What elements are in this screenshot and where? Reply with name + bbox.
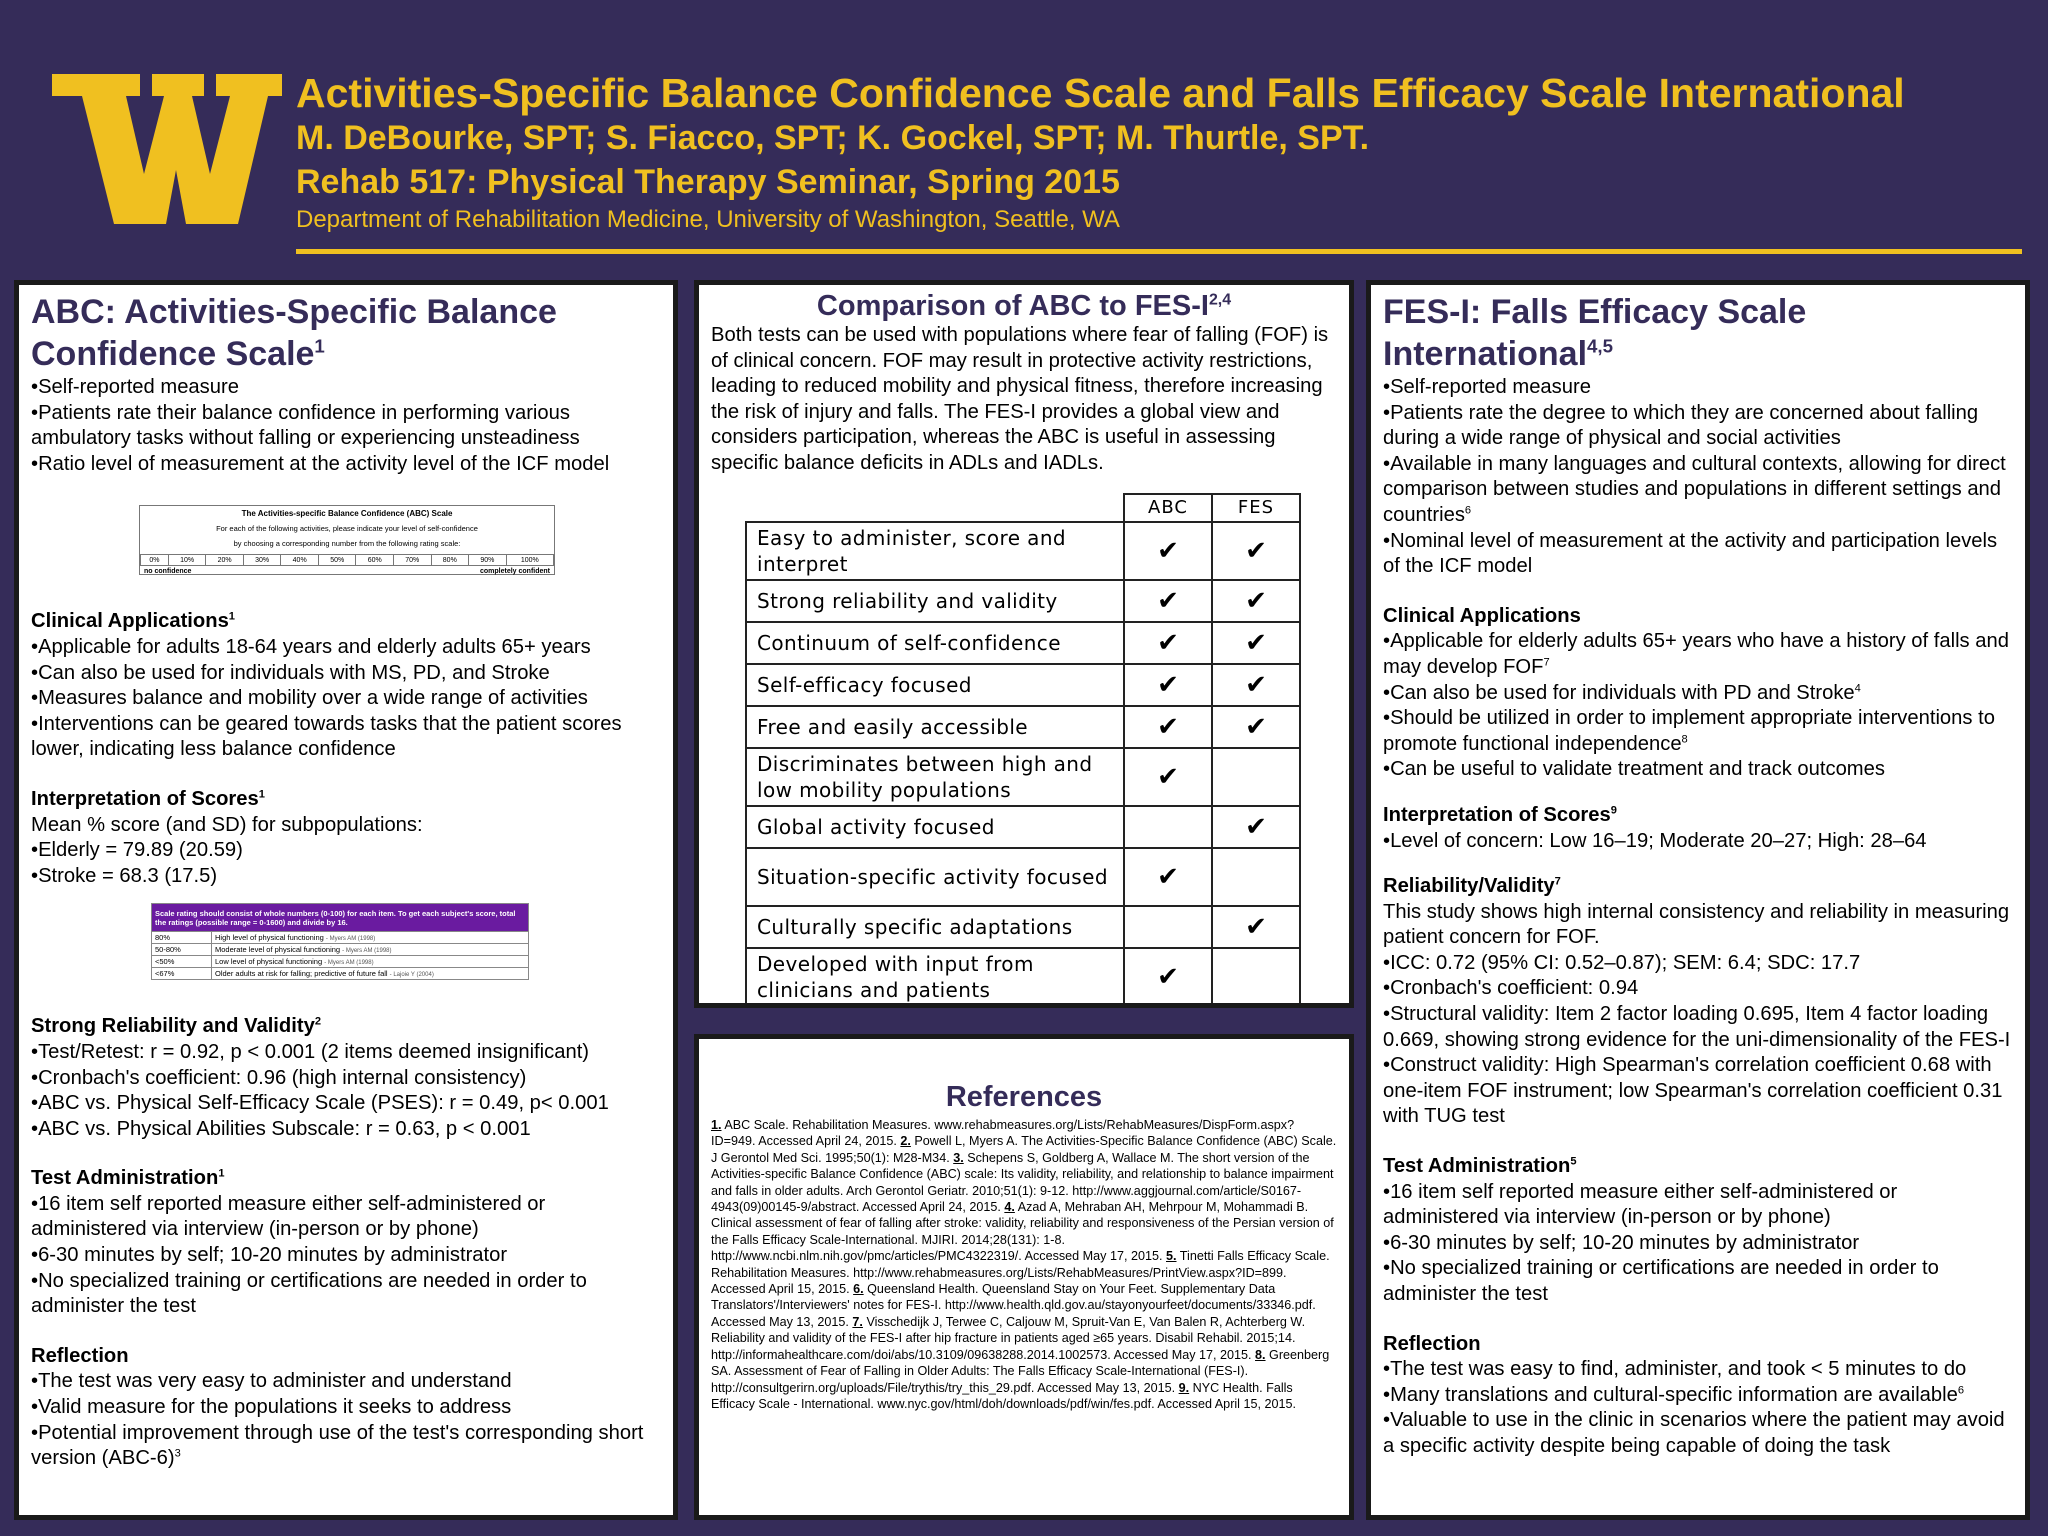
check-cell-abc	[1124, 906, 1212, 948]
fes-clinical-heading: Clinical Applications	[1383, 604, 1581, 627]
interp-row: 50-80% Moderate level of physical functioning - Myers AM (1998)	[152, 944, 529, 956]
poster-authors: M. DeBourke, SPT; S. Fiacco, SPT; K. Gockel, SPT; M. Thurtle, SPT.	[296, 119, 1370, 157]
reference-number: 4.	[1004, 1200, 1015, 1215]
rating-cell: 70%	[394, 555, 432, 566]
rating-cell: 90%	[469, 555, 507, 566]
fes-reliability-list: This study shows high internal consistency and reliability in measuring patient concern for FOF. •ICC: 0.72 (95% CI: 0.52–0.87); SEM: 6.4; SDC: 17.7 •Cronbach's coefficient: 0.94 •Structural validity: Item 2 factor loading 0.695, Item 4 factor loading 0.669, showing strong evidence for the uni-dimensionality of the FES-I •Construct validity: High Spearman's correlation coefficient 0.68 with one-item FOF instrument; low Spearman's correlation coefficient 0.31 with TUG test	[1383, 900, 2011, 1128]
check-mark-icon: ✔	[1245, 711, 1267, 742]
reference-number: 8.	[1255, 1347, 1266, 1362]
rating-cell: 100%	[506, 555, 553, 566]
comparison-row	[746, 748, 1300, 806]
reference-text: Azad A, Mehraban AH, Mehrpour M, Mohammadi B. Clinical assessment of fear of falling after stroke: validity, reliability and responsiveness of the Persian version of the Falls Efficacy Scale-International. MJIRI. 2014;28(131): 1-8. http://www.ncbi.nlm.nih.gov/pmc/articles/PMC4322319/. Accessed May 17, 2015.	[711, 1200, 1334, 1264]
reference-text: NYC Health. Falls Efficacy Scale - International. www.nyc.gov/html/doh/downloads/pdf/win/fes.pdf. Accessed April 15, 2015.	[711, 1380, 1296, 1411]
reference-text: ABC Scale. Rehabilitation Measures. www.rehabmeasures.org/Lists/RehabMeasures/DispForm.aspx?ID=949. Accessed April 24, 2015.	[711, 1118, 1295, 1149]
comparison-title: Comparison of ABC to FES-$I^{2,4}$	[816, 290, 1232, 322]
abc-intro: •Self-reported measure •Patients rate their balance confidence in performing various ambulatory tasks without falling or experiencing unsteadiness •Ratio level of measurement at the activity level of the ICF model	[31, 376, 610, 475]
comparison-row	[746, 848, 1300, 906]
fes-admin-list: •16 item self reported measure either self-administered or administered via interview (in-person or by phone) •6-30 minutes by self; 10-20 minutes by administrator •No specialized training or certifications are needed in order to administer the test	[1383, 1180, 1939, 1305]
reference-text: Queensland Health. Queensland Stay on Your Feet. Supplementary Data Translators'/Interviewers' notes for FES-I. http://www.health.qld.gov.au/stayonyourfeet/documents/33346.pdf. Accessed May 13, 2015.	[711, 1282, 1316, 1329]
comparison-text: Both tests can be used with populations where fear of falling (FOF) is of clinical concern. FOF may result in protective activity restrictions, leading to reduced mobility and physical fitness, therefore increasing the risk of injury and falls. The FES-I provides a global view and considers participation, whereas the ABC is useful in assessing specific balance deficits in ADLs and IADLs.	[711, 324, 1329, 474]
comparison-row	[746, 806, 1300, 848]
comparison-row-label: Continuum of self-confidence	[746, 622, 1124, 664]
comparison-row-label: Culturally specific adaptations	[746, 906, 1124, 948]
reference-text: Greenberg SA. Assessment of Fear of Falling in Older Adults: The Falls Efficacy Scale-International (FES-I). http://consultgerirn.org/uploads/File/trythis/try_this_29.pdf. Accessed May 13, 2015.	[711, 1347, 1330, 1395]
check-cell-abc	[1124, 522, 1212, 580]
rating-cell: 80%	[431, 555, 469, 566]
reference-number: 6.	[853, 1282, 864, 1297]
reference-number: 9.	[1178, 1380, 1190, 1395]
check-mark-icon: ✔	[1157, 585, 1179, 616]
abc-clinical-list: •Applicable for adults 18-64 years and elderly adults 65+ years •Can also be used for individuals with MS, PD, and Stroke •Measures balance and mobility over a wide range of activities •Interventions can be geared towards tasks that the patient scores lower, indicating less balance confidence	[31, 635, 622, 761]
abc-interpretation-table: Scale rating should consist of whole numbers (0-100) for each item. To get each subject's score, total the ratings (possible range = 0-1600) and divide by 16. 80% High level of physical functioning - Myers AM (1998) 50-80% Moderate level of physical functioning - Myers AM (1998) <50% Low level of physical functioning - Myers AM (1998) <67% Older adults at risk for falling; predictive of future fall - Lajoie Y (2004)	[151, 903, 529, 980]
check-cell-fes	[1212, 948, 1300, 1006]
check-cell-fes	[1212, 906, 1300, 948]
check-cell-fes	[1212, 522, 1300, 580]
fes-clinical-list: •Applicable for elderly adults 65+ years who have a history of falls and may develop FOF$^7$ •Can also be used for individuals with PD and Stroke$^4$ •Should be utilized in order to implement appropriate interventions to promote functional independence$^8$ •Can be useful to validate treatment and track outcomes	[1383, 630, 2009, 781]
abc-rating-scale-image: The Activities-specific Balance Confidence (ABC) Scale For each of the following activities, please indicate your level of self-confidence by choosing a corresponding number from the following rating scale: 0% 10% 20% 30% 40% 50% 60% 70% 80% 90% 100% no confidence completely confident	[139, 505, 555, 575]
rating-cell: 50%	[318, 555, 356, 566]
abc-panel	[14, 280, 678, 1520]
header-divider	[296, 249, 2022, 254]
comparison-row	[746, 522, 1300, 580]
rating-cell: 20%	[206, 555, 244, 566]
abc-reflection-list: •The test was very easy to administer and understand •Valid measure for the populations it seeks to address •Potential improvement through use of the test's corresponding short version $(ABC-6)^3$	[31, 1370, 644, 1470]
comparison-panel	[694, 280, 1354, 1008]
col-fes: FES	[1212, 494, 1300, 522]
check-mark-icon: ✔	[1157, 535, 1179, 566]
check-mark-icon: ✔	[1245, 627, 1267, 658]
fes-admin-heading: Test Administration$^5$	[1383, 1155, 1577, 1178]
reference-text: Visschedijk J, Terwee C, Caljouw M, Spruit-Van E, Van Balen R, Achterberg W. Reliability and validity of the FES-I after hip fracture in patients aged ≥65 years. Disabil Rehabil. 2015;14. http://informahealthcare.com/doi/abs/10.3109/09638288.2014.1002573. Accessed May 17, 2015.	[711, 1314, 1306, 1362]
check-mark-icon: ✔	[1245, 585, 1267, 616]
abc-reliability-list: •Test/Retest: r = 0.92, p < 0.001 (2 items deemed insignificant) •Cronbach's coefficient: 0.96 (high internal consistency) •ABC vs. Physical Self-Efficacy Scale (PSES): r = 0.49, p< 0.001 •ABC vs. Physical Abilities Subscale: r = 0.63, p < 0.001	[31, 1040, 609, 1140]
check-cell-fes	[1212, 622, 1300, 664]
check-cell-abc	[1124, 748, 1212, 806]
check-cell-fes	[1212, 848, 1300, 906]
check-cell-fes	[1212, 748, 1300, 806]
abc-reflection-heading: Reflection	[31, 1344, 129, 1367]
comparison-row-label: Strong reliability and validity	[746, 580, 1124, 622]
comparison-row-label: Free and easily accessible	[746, 706, 1124, 748]
references-panel	[694, 1034, 1354, 1520]
uw-logo	[52, 74, 282, 224]
abc-interp-heading: Interpretation of Scores$^1$	[31, 787, 265, 810]
check-mark-icon: ✔	[1245, 811, 1267, 842]
col-abc: ABC	[1124, 494, 1212, 522]
reference-text: Schepens S, Goldberg A, Wallace M. The short version of the Activities-specific Balance Confidence (ABC) scale: Its validity, reliability, and relationship to balance impairment and falls in older adults. Arch Gerontol Geriatr. 2010;51(1): 9-12. http://www.aggjournal.com/article/S0167-4943(09)00145-9/abstract. Accessed April 24, 2015.	[711, 1150, 1334, 1215]
fes-interp-heading: Interpretation of Scores$^9$	[1383, 803, 1617, 826]
check-mark-icon: ✔	[1157, 861, 1179, 892]
comparison-row-label: Discriminates between high and low mobility populations	[746, 748, 1124, 806]
interp-row: <50% Low level of physical functioning - Myers AM (1998)	[152, 956, 529, 968]
reference-number: 1.	[711, 1118, 722, 1132]
abc-clinical-heading: Clinical Applications$^1$	[31, 610, 235, 633]
reference-text: Powell L, Myers A. The Activities-Specific Balance Confidence (ABC) Scale. J Gerontol Med Sci. 1995;50(1): M28-M34.	[711, 1134, 1337, 1165]
interp-row: 80% High level of physical functioning - Myers AM (1998)	[152, 932, 529, 944]
check-mark-icon: ✔	[1157, 761, 1179, 792]
reference-number: 2.	[900, 1134, 911, 1149]
rating-cell: 60%	[356, 555, 394, 566]
comparison-row	[746, 948, 1300, 1006]
comparison-row	[746, 706, 1300, 748]
check-mark-icon: ✔	[1245, 911, 1267, 942]
fes-intro: •Self-reported measure •Patients rate the degree to which they are concerned about falling during a wide range of physical and social activities •Available in many languages and cultural contexts, allowing for direct comparison between studies and populations in different settings and countries$^6$ •Nominal level of measurement at the activity and participation levels of the ICF model	[1383, 376, 2006, 578]
check-cell-fes	[1212, 806, 1300, 848]
abc-admin-list: •16 item self reported measure either self-administered or administered via interview (in-person or by phone) •6-30 minutes by self; 10-20 minutes by administrator •No specialized training or certifications are needed in order to administer the test	[31, 1192, 587, 1318]
poster-title: Activities-Specific Balance Confidence Scale and Falls Efficacy Scale International	[296, 70, 1905, 116]
check-cell-abc	[1124, 622, 1212, 664]
check-cell-abc	[1124, 948, 1212, 1006]
reference-text: Tinetti Falls Efficacy Scale. Rehabilitation Measures. http://www.rehabmeasures.org/Lists/RehabMeasures/PrintView.aspx?ID=899. Accessed April 15, 2015.	[711, 1249, 1330, 1297]
references-title: References	[945, 1081, 1103, 1113]
fes-reliability-heading: Reliability/Validity$^7$	[1383, 875, 1561, 898]
check-mark-icon: ✔	[1157, 711, 1179, 742]
check-cell-abc	[1124, 706, 1212, 748]
abc-title: ABC: Activities-Specific Balance Confidence Scale$^1$	[31, 293, 557, 373]
uw-logo-w-icon	[52, 74, 282, 224]
interp-row: <67% Older adults at risk for falling; predictive of future fall - Lajoie Y (2004)	[152, 968, 529, 980]
fes-interp: •Level of concern: Low 16–19; Moderate 20–27; High: 28–64	[1383, 829, 1927, 852]
reference-number: 7.	[852, 1314, 863, 1329]
abc-reliability-heading: Strong Reliability and Validity$^2$	[31, 1015, 321, 1038]
poster-header	[296, 70, 1905, 236]
comparison-row	[746, 580, 1300, 622]
fes-reflection-heading: Reflection	[1383, 1332, 1481, 1355]
check-cell-abc	[1124, 580, 1212, 622]
comparison-row-label: Situation-specific activity focused	[746, 848, 1124, 906]
fes-title: FES-I: Falls Efficacy Scale International$^{4,5}$	[1383, 293, 1807, 373]
comparison-row-label: Easy to administer, score and interpret	[746, 522, 1124, 580]
check-mark-icon: ✔	[1157, 669, 1179, 700]
abc-interp-list: Mean % score (and SD) for subpopulations: •Elderly = 79.89 (20.59) •Stroke = 68.3 (17.5)	[31, 813, 423, 887]
comparison-row-label: Developed with input from clinicians and patients	[746, 948, 1124, 1006]
comparison-row	[746, 664, 1300, 706]
check-cell-abc	[1124, 848, 1212, 906]
abc-admin-heading: Test Administration$^1$	[31, 1167, 225, 1190]
poster-department: Department of Rehabilitation Medicine, University of Washington, Seattle, WA	[296, 206, 1120, 233]
fes-reflection-list: •The test was easy to find, administer, and took < 5 minutes to do •Many translations and cultural-specific information are available$^6$ •Valuable to use in the clinic in scenarios where the patient may avoid a specific activity despite being capable of doing the task	[1383, 1358, 2005, 1457]
comparison-table	[745, 493, 1301, 1007]
check-mark-icon: ✔	[1157, 627, 1179, 658]
comparison-row-label: Global activity focused	[746, 806, 1124, 848]
check-cell-abc	[1124, 664, 1212, 706]
comparison-row	[746, 622, 1300, 664]
reference-number: 3.	[953, 1150, 964, 1165]
check-cell-fes	[1212, 664, 1300, 706]
check-mark-icon: ✔	[1245, 669, 1267, 700]
poster-course: Rehab 517: Physical Therapy Seminar, Spring 2015	[296, 163, 1120, 201]
check-mark-icon: ✔	[1245, 535, 1267, 566]
check-cell-fes	[1212, 706, 1300, 748]
check-mark-icon: ✔	[1157, 961, 1179, 992]
rating-cell: 40%	[281, 555, 319, 566]
rating-cell: 10%	[168, 555, 206, 566]
comparison-row	[746, 906, 1300, 948]
check-cell-abc	[1124, 806, 1212, 848]
fes-panel	[1366, 280, 2030, 1520]
references-list	[711, 1117, 1337, 1412]
rating-cell: 30%	[243, 555, 281, 566]
reference-number: 5.	[1166, 1249, 1177, 1264]
check-cell-fes	[1212, 580, 1300, 622]
rating-cell: 0%	[141, 555, 169, 566]
comparison-row-label: Self-efficacy focused	[746, 664, 1124, 706]
